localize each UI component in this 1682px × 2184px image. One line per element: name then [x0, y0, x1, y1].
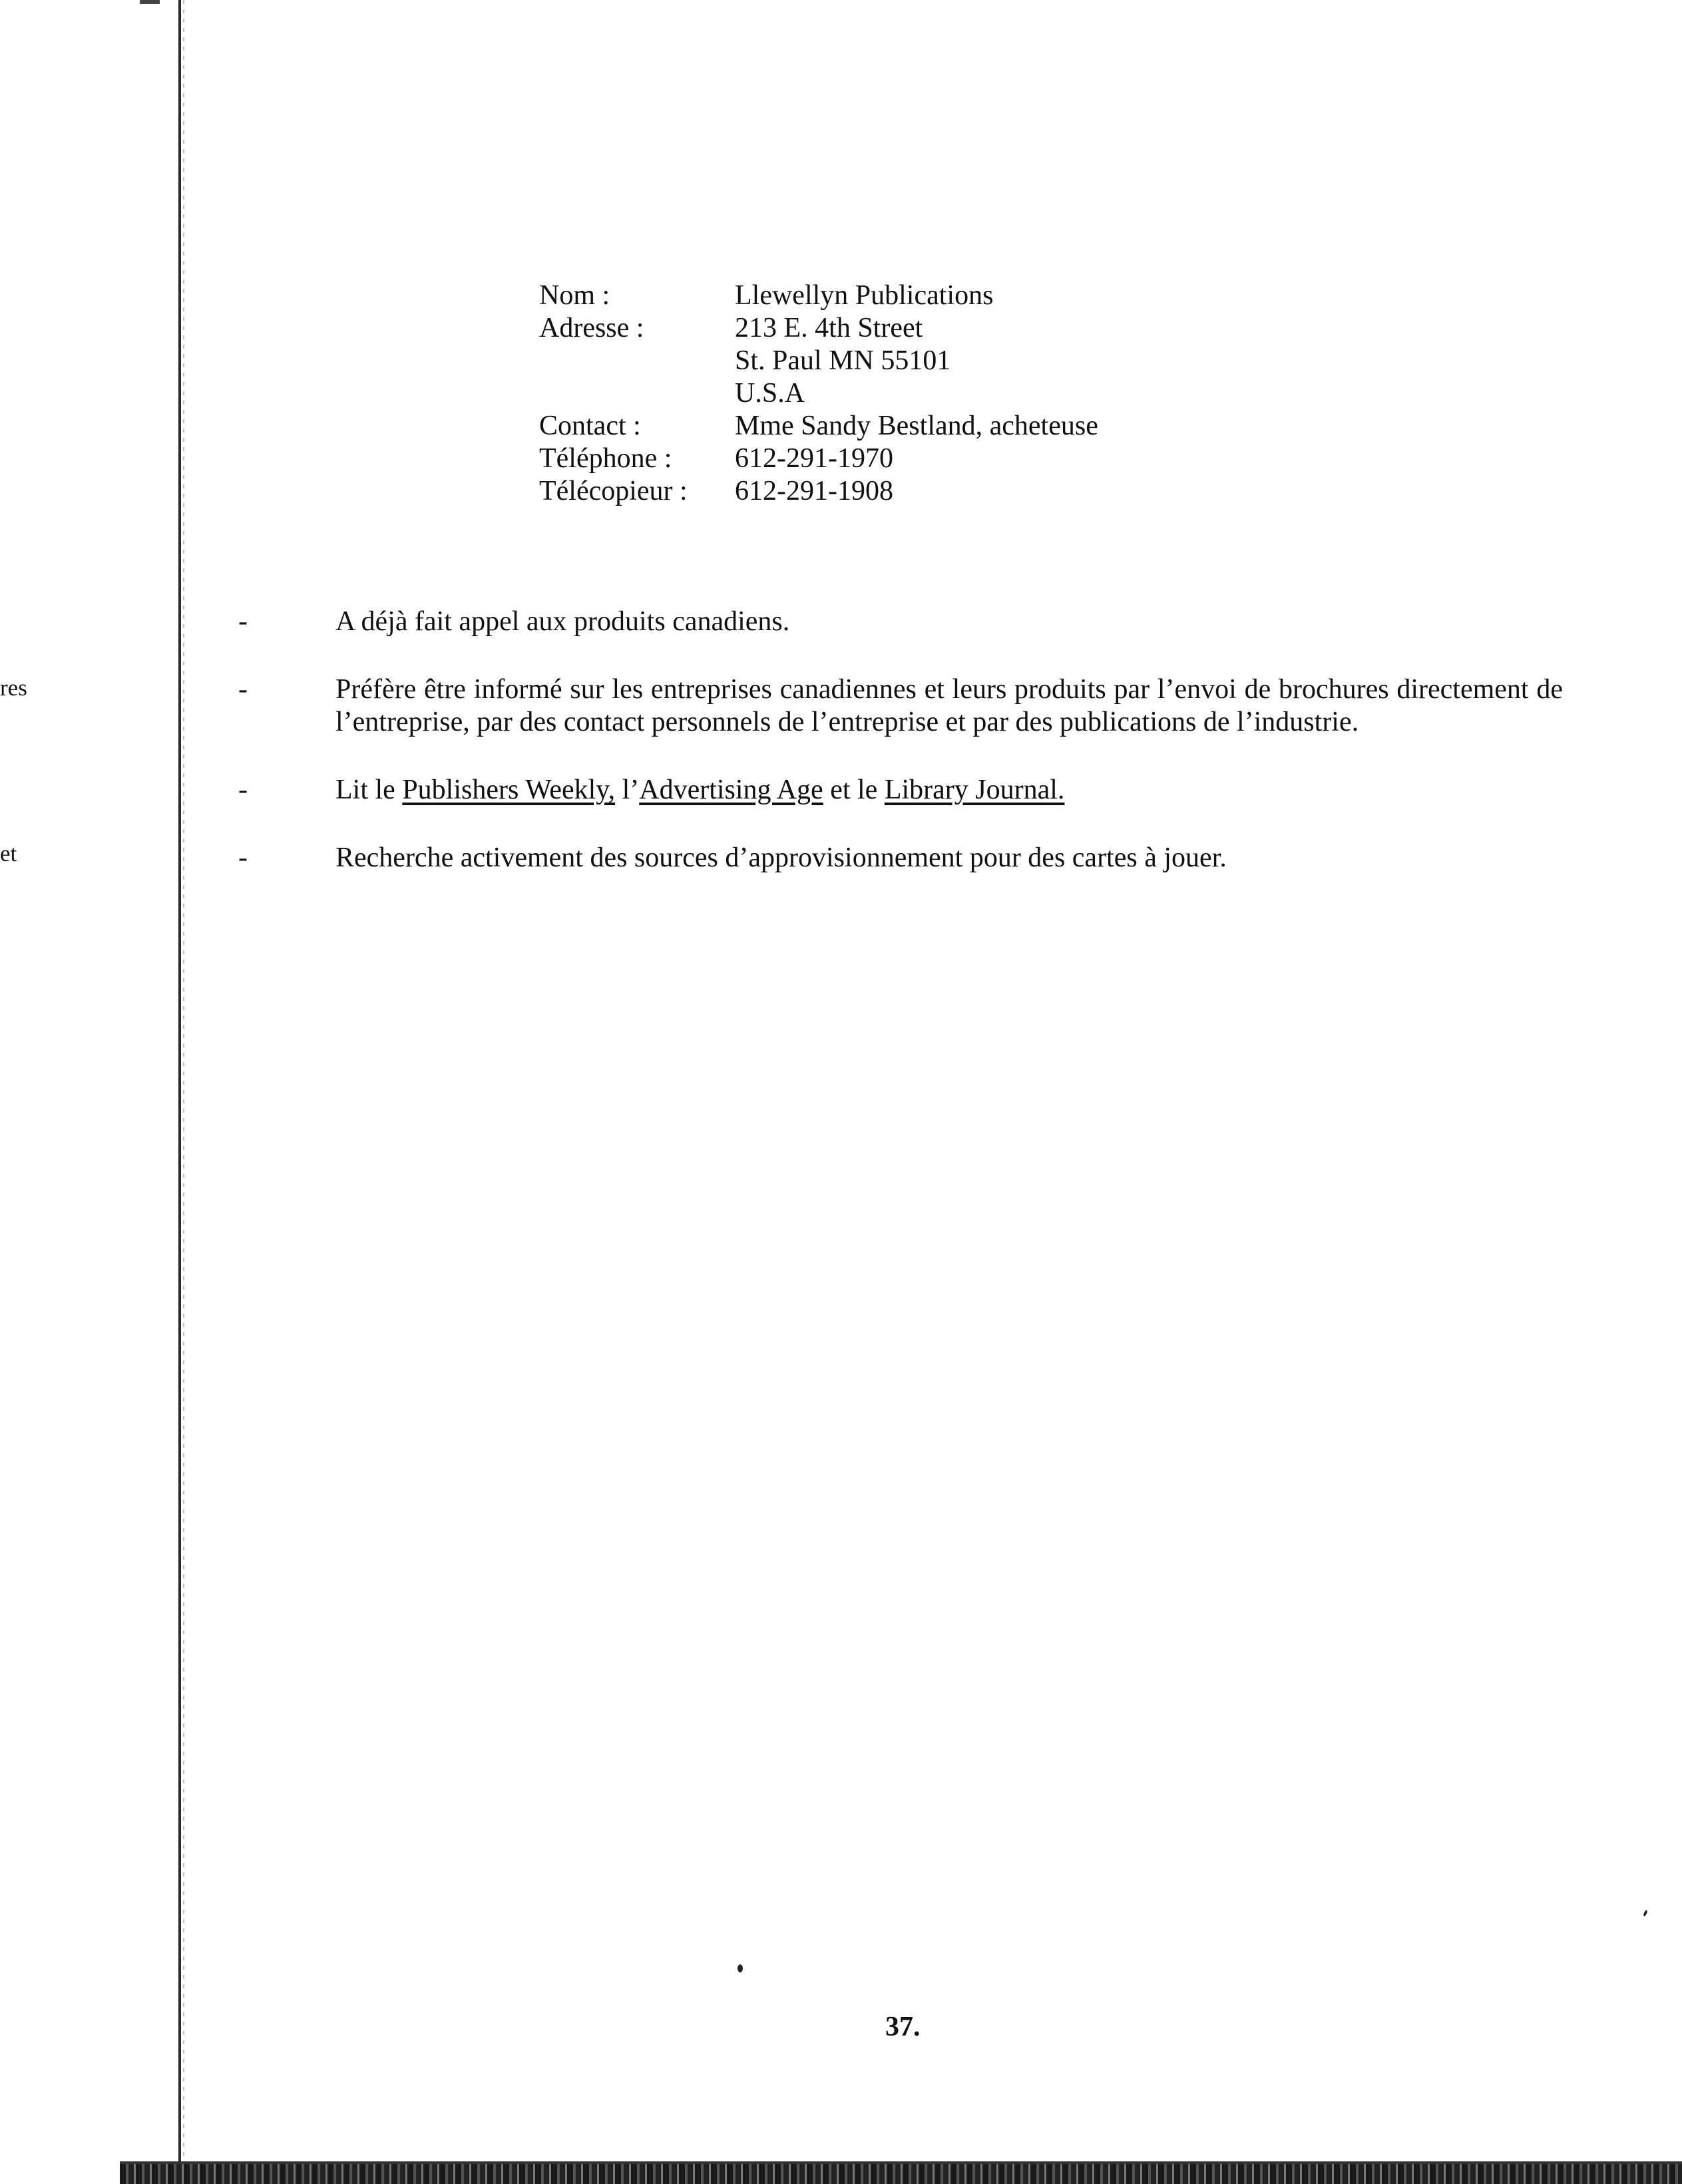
- scan-speck: [1643, 1910, 1648, 1917]
- text-prefix: Lit le: [335, 775, 403, 805]
- margin-fragment-1: res: [0, 675, 27, 701]
- binding-edge-line: [178, 0, 181, 2164]
- publication-title: Advertising Age: [639, 775, 823, 805]
- contact-row-address-city: [539, 345, 1098, 377]
- publication-title: Publishers Weekly,: [402, 775, 616, 805]
- scan-speck: [737, 1964, 743, 1972]
- contact-value: St. Paul MN 55101: [735, 345, 951, 376]
- bullet-dash: -: [238, 674, 248, 705]
- contact-block: [539, 279, 1098, 508]
- bullet-text: A déjà fait appel aux produits canadiens.: [335, 606, 790, 637]
- contact-value: 213 E. 4th Street: [735, 313, 923, 343]
- text-separator: l’: [615, 775, 640, 805]
- contact-row-address: [539, 312, 1098, 345]
- contact-label: Contact :: [539, 411, 641, 441]
- contact-row-phone: [539, 443, 1098, 475]
- contact-value: Mme Sandy Bestland, acheteuse: [735, 411, 1098, 441]
- bullet-dash: -: [238, 606, 248, 637]
- publication-title: Library Journal.: [884, 775, 1065, 805]
- contact-label: Téléphone :: [539, 443, 672, 474]
- list-item: [238, 606, 1563, 638]
- contact-label: [539, 377, 735, 410]
- contact-value: 612-291-1908: [735, 476, 893, 506]
- contact-row-fax: [539, 475, 1098, 508]
- bullet-text: Recherche activement des sources d’approvisionnement pour des cartes à jouer.: [335, 842, 1227, 873]
- contact-row-address-country: [539, 377, 1098, 410]
- bottom-scan-edge: [120, 2164, 1682, 2184]
- bullet-list: [238, 606, 1563, 910]
- bullet-dash: -: [238, 775, 248, 805]
- margin-fragment-2: et: [0, 840, 17, 866]
- contact-label: Télécopieur :: [539, 476, 688, 506]
- contact-label: Adresse :: [539, 313, 644, 343]
- bullet-dash: -: [238, 842, 248, 873]
- list-item: [238, 842, 1563, 874]
- contact-row-contact: [539, 410, 1098, 443]
- contact-label: [539, 345, 735, 377]
- contact-row-name: [539, 279, 1098, 312]
- contact-value: Llewellyn Publications: [735, 280, 994, 311]
- contact-value: 612-291-1970: [735, 443, 893, 474]
- list-item: [238, 774, 1563, 807]
- bullet-text: Préfère être informé sur les entreprises canadiennes et leurs produits par l’envoi de brochures directement de l’entreprise, par des contact personnels de l’entreprise et par des publications de l’industrie.: [335, 674, 1563, 737]
- list-item: [238, 673, 1563, 739]
- contact-label: Nom :: [539, 280, 610, 311]
- contact-value: U.S.A: [735, 378, 805, 409]
- scan-corner-mark: [140, 0, 160, 4]
- page-number: 37.: [885, 2012, 921, 2042]
- binding-edge-shadow: [183, 0, 184, 2156]
- bullet-text-publications: [335, 774, 1563, 807]
- text-separator: et le: [823, 775, 885, 805]
